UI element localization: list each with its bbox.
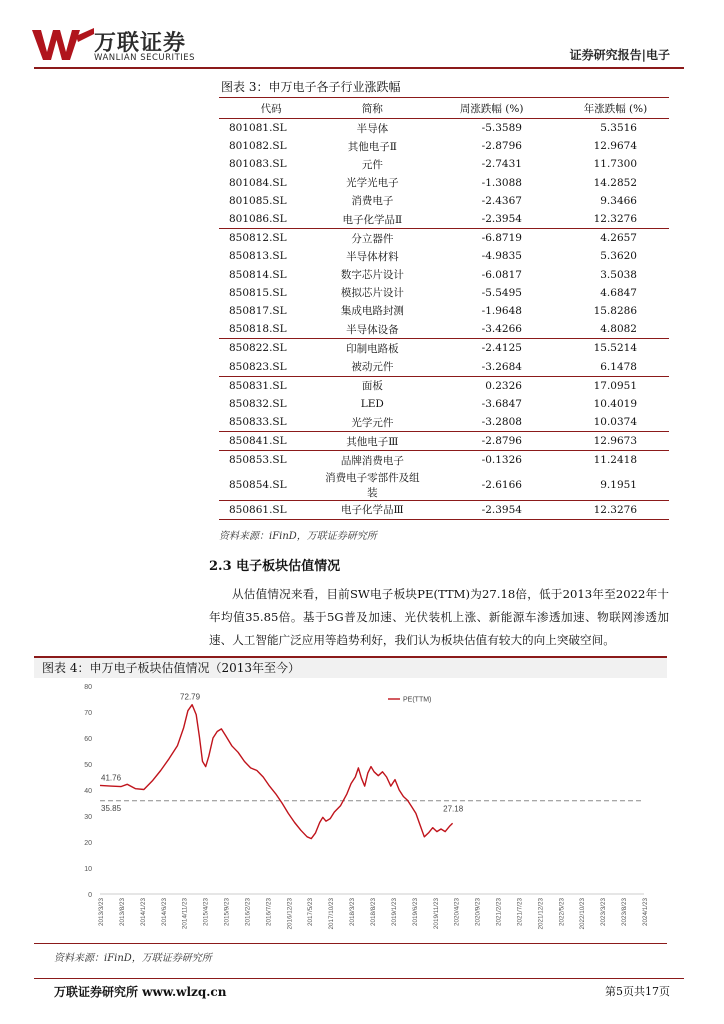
cell-code: 801084.SL (229, 176, 287, 189)
start-value-label: 41.76 (101, 773, 122, 783)
brand-name-english: WANLIAN SECURITIES (94, 53, 196, 63)
cell-weekly-change: -2.4367 (481, 194, 522, 207)
cell-code: 801081.SL (229, 122, 287, 135)
cell-yearly-change: 5.3516 (600, 122, 637, 135)
cell-code: 850823.SL (229, 360, 287, 373)
peak-value-label: 72.79 (180, 692, 201, 702)
brand-logo-mark-icon (32, 28, 94, 62)
mean-value-label: 35.85 (101, 803, 122, 813)
x-tick-label: 2023/3/23 (600, 898, 608, 927)
table-row (219, 339, 669, 358)
cell-weekly-change: -5.3589 (481, 122, 522, 135)
cell-yearly-change: 5.3620 (600, 250, 637, 263)
page-number: 第5页共17页 (605, 985, 670, 998)
cell-weekly-change: -5.5495 (481, 286, 522, 299)
cell-weekly-change: -3.2684 (481, 360, 522, 373)
cell-yearly-change: 4.2657 (562, 229, 669, 248)
cell-weekly-change: -3.6847 (481, 397, 522, 410)
table-row (219, 247, 669, 265)
cell-yearly-change: 15.5214 (562, 339, 669, 358)
cell-name: 电子化学品Ⅲ (323, 500, 421, 519)
cell-yearly-change: 15.8286 (593, 304, 637, 317)
cell-name: 半导体 (356, 122, 389, 135)
cell-yearly-change: 12.9674 (593, 140, 637, 153)
x-tick-label: 2018/3/23 (349, 898, 357, 927)
table-row (219, 119, 669, 138)
y-tick-label: 0 (88, 892, 92, 899)
table-row (219, 357, 669, 376)
cell-weekly-change: -2.3954 (421, 500, 562, 519)
table-row (219, 266, 669, 284)
cell-yearly-change: 4.6847 (600, 286, 637, 299)
cell-yearly-change: 10.0374 (593, 416, 637, 429)
y-tick-label: 10 (84, 866, 92, 873)
cell-yearly-change: 10.4019 (593, 397, 637, 410)
cell-yearly-change: 11.2418 (562, 451, 669, 470)
x-tick-label: 2013/8/23 (118, 898, 126, 927)
table-row (219, 155, 669, 173)
header-divider (34, 67, 684, 69)
cell-weekly-change: -2.3954 (481, 213, 522, 226)
cell-weekly-change: -2.8796 (481, 140, 522, 153)
cell-code: 850831.SL (219, 376, 323, 395)
legend-label: PE(TTM) (403, 696, 432, 704)
cell-weekly-change: 0.2326 (421, 376, 562, 395)
cell-yearly-change: 12.9673 (562, 432, 669, 451)
y-tick-label: 30 (84, 814, 92, 821)
y-tick-label: 70 (84, 710, 92, 717)
cell-name: 面板 (323, 376, 421, 395)
cell-name: 光学元件 (351, 416, 394, 429)
cell-code: 850814.SL (229, 268, 287, 281)
cell-name: 光学光电子 (346, 177, 399, 190)
cell-name: 消费电子 (351, 195, 394, 208)
y-tick-label: 40 (84, 788, 92, 795)
cell-name: 半导体设备 (346, 323, 399, 336)
y-tick-label: 50 (84, 762, 92, 769)
current-value-label: 27.18 (443, 804, 464, 814)
cell-code: 850853.SL (219, 451, 323, 470)
cell-weekly-change: -2.8796 (421, 432, 562, 451)
column-header-yearly: 年涨跌幅 (%) (562, 98, 669, 119)
table-header-row (219, 98, 669, 119)
table-row (219, 174, 669, 192)
cell-code: 850818.SL (229, 323, 287, 336)
table-row (219, 302, 669, 320)
x-tick-label: 2023/8/23 (621, 898, 629, 927)
cell-name: 品牌消费电子 (323, 451, 421, 470)
footer-divider (34, 978, 684, 979)
table-row (219, 413, 669, 432)
cell-weekly-change: -1.3088 (481, 176, 522, 189)
x-tick-label: 2020/9/23 (474, 898, 482, 927)
y-tick-label: 20 (84, 840, 92, 847)
cell-code: 850841.SL (219, 432, 323, 451)
pe-ttm-series-line (100, 705, 453, 839)
chart-caption: 图表 4：申万电子板块估值情况（2013年至今） (34, 656, 667, 678)
table-row (219, 500, 669, 519)
column-header-name: 简称 (323, 98, 421, 119)
cell-code: 850832.SL (229, 397, 287, 410)
cell-code: 801086.SL (229, 213, 287, 226)
cell-code: 850833.SL (229, 416, 287, 429)
cell-yearly-change: 9.3466 (600, 194, 637, 207)
x-tick-label: 2021/7/23 (516, 898, 524, 927)
chart-bottom-divider (34, 943, 667, 944)
cell-code: 850815.SL (229, 286, 287, 299)
table-row (219, 470, 669, 501)
cell-code: 850813.SL (229, 250, 287, 263)
cell-yearly-change: 14.2852 (593, 176, 637, 189)
table-row (219, 192, 669, 210)
table-caption: 图表 3：申万电子各子行业涨跌幅 (221, 80, 401, 94)
x-tick-label: 2020/4/23 (453, 898, 461, 927)
cell-name: 分立器件 (323, 229, 421, 248)
cell-code: 801085.SL (229, 194, 287, 207)
x-tick-label: 2013/3/23 (98, 898, 105, 927)
table-source-note: 资料来源：iFinD，万联证券研究所 (219, 531, 377, 542)
table-row (219, 320, 669, 339)
cell-weekly-change: -2.4125 (421, 339, 562, 358)
cell-name: 印制电路板 (323, 339, 421, 358)
y-tick-label: 80 (84, 684, 92, 691)
section-title: 2.3 电子板块估值情况 (209, 559, 341, 574)
cell-code: 850817.SL (229, 304, 287, 317)
x-tick-label: 2022/10/23 (579, 898, 587, 930)
cell-name: 集成电路封测 (340, 305, 404, 318)
cell-weekly-change: -0.1326 (421, 451, 562, 470)
x-tick-label: 2015/4/23 (202, 898, 210, 927)
x-tick-label: 2019/1/23 (390, 898, 398, 927)
x-tick-label: 2017/5/23 (307, 898, 315, 927)
cell-code: 801082.SL (229, 140, 287, 153)
x-tick-label: 2015/9/23 (223, 898, 231, 927)
cell-name: 其他电子Ⅲ (323, 432, 421, 451)
cell-name: 被动元件 (351, 361, 394, 374)
x-tick-label: 2016/7/23 (265, 898, 273, 927)
report-category: 证券研究报告|电子 (569, 48, 670, 62)
cell-yearly-change: 12.3276 (562, 500, 669, 519)
cell-name: 半导体材料 (346, 250, 399, 263)
cell-weekly-change: -1.9648 (481, 304, 522, 317)
x-tick-label: 2019/11/23 (432, 898, 440, 930)
x-tick-label: 2014/6/23 (160, 898, 168, 927)
x-tick-label: 2024/1/23 (642, 898, 649, 927)
x-tick-label: 2021/12/23 (537, 898, 545, 930)
cell-weekly-change: -3.2808 (481, 416, 522, 429)
cell-name: LED (360, 397, 384, 410)
cell-weekly-change: -6.8719 (421, 229, 562, 248)
section-paragraph: 从估值情况来看，目前SW电子板块PE(TTM)为27.18倍，低于2013年至2022年十年均值35.85倍。基于5G普及加速、光伏装机上涨、新能源车渗透加速、物联网渗透加速、人工智能广泛应用等趋势利好，我们认为板块估值有较大的向上突破空间。 (209, 587, 669, 647)
cell-name: 模拟芯片设计 (340, 287, 404, 300)
brand-name: 万联证券 (94, 31, 187, 56)
cell-yearly-change: 11.7300 (593, 158, 637, 171)
table-row (219, 137, 669, 155)
x-tick-label: 2017/10/23 (328, 898, 336, 930)
cell-name: 数字芯片设计 (340, 269, 404, 282)
cell-yearly-change: 12.3276 (593, 213, 637, 226)
table-row (219, 432, 669, 451)
table-row (219, 376, 669, 395)
table-row (219, 229, 669, 248)
cell-yearly-change: 17.0951 (562, 376, 669, 395)
cell-code: 801083.SL (229, 158, 287, 171)
table-row (219, 284, 669, 302)
x-tick-label: 2014/1/23 (139, 898, 147, 927)
pe-ttm-line-chart (36, 680, 666, 942)
cell-code: 850812.SL (219, 229, 323, 248)
chart-source-note: 资料来源：iFinD，万联证券研究所 (54, 953, 212, 964)
x-tick-label: 2016/2/23 (244, 898, 252, 927)
column-header-weekly: 周涨跌幅 (%) (421, 98, 562, 119)
column-header-code: 代码 (219, 98, 323, 119)
table-row (219, 395, 669, 413)
cell-weekly-change: -3.4266 (481, 323, 522, 336)
cell-yearly-change: 6.1478 (600, 360, 637, 373)
cell-name: 其他电子Ⅱ (347, 140, 397, 153)
subsector-table (219, 97, 669, 520)
x-tick-label: 2022/5/23 (558, 898, 566, 927)
x-tick-label: 2019/6/23 (411, 898, 419, 927)
cell-weekly-change: -2.7431 (481, 158, 522, 171)
cell-weekly-change: -4.9835 (481, 250, 522, 263)
cell-yearly-change: 4.8082 (600, 323, 637, 336)
x-tick-label: 2014/11/23 (181, 898, 189, 930)
cell-code: 850861.SL (219, 500, 323, 519)
x-tick-label: 2018/8/23 (370, 898, 377, 927)
cell-yearly-change: 9.1951 (600, 478, 637, 491)
cell-code: 850854.SL (229, 478, 287, 491)
cell-name: 电子化学品Ⅱ (342, 213, 403, 226)
y-tick-label: 60 (84, 736, 92, 743)
cell-weekly-change: -6.0817 (481, 268, 522, 281)
cell-name: 元件 (361, 158, 383, 171)
x-tick-label: 2021/2/23 (495, 898, 503, 927)
table-row (219, 451, 669, 470)
cell-name: 消费电子零部件及组装 (325, 471, 420, 499)
footer-institution: 万联证券研究所 www.wlzq.cn (54, 985, 227, 999)
cell-weekly-change: -2.6166 (481, 478, 522, 491)
x-tick-label: 2016/12/23 (286, 898, 294, 930)
cell-code: 850822.SL (219, 339, 323, 358)
cell-yearly-change: 3.5038 (600, 268, 637, 281)
table-row (219, 210, 669, 229)
